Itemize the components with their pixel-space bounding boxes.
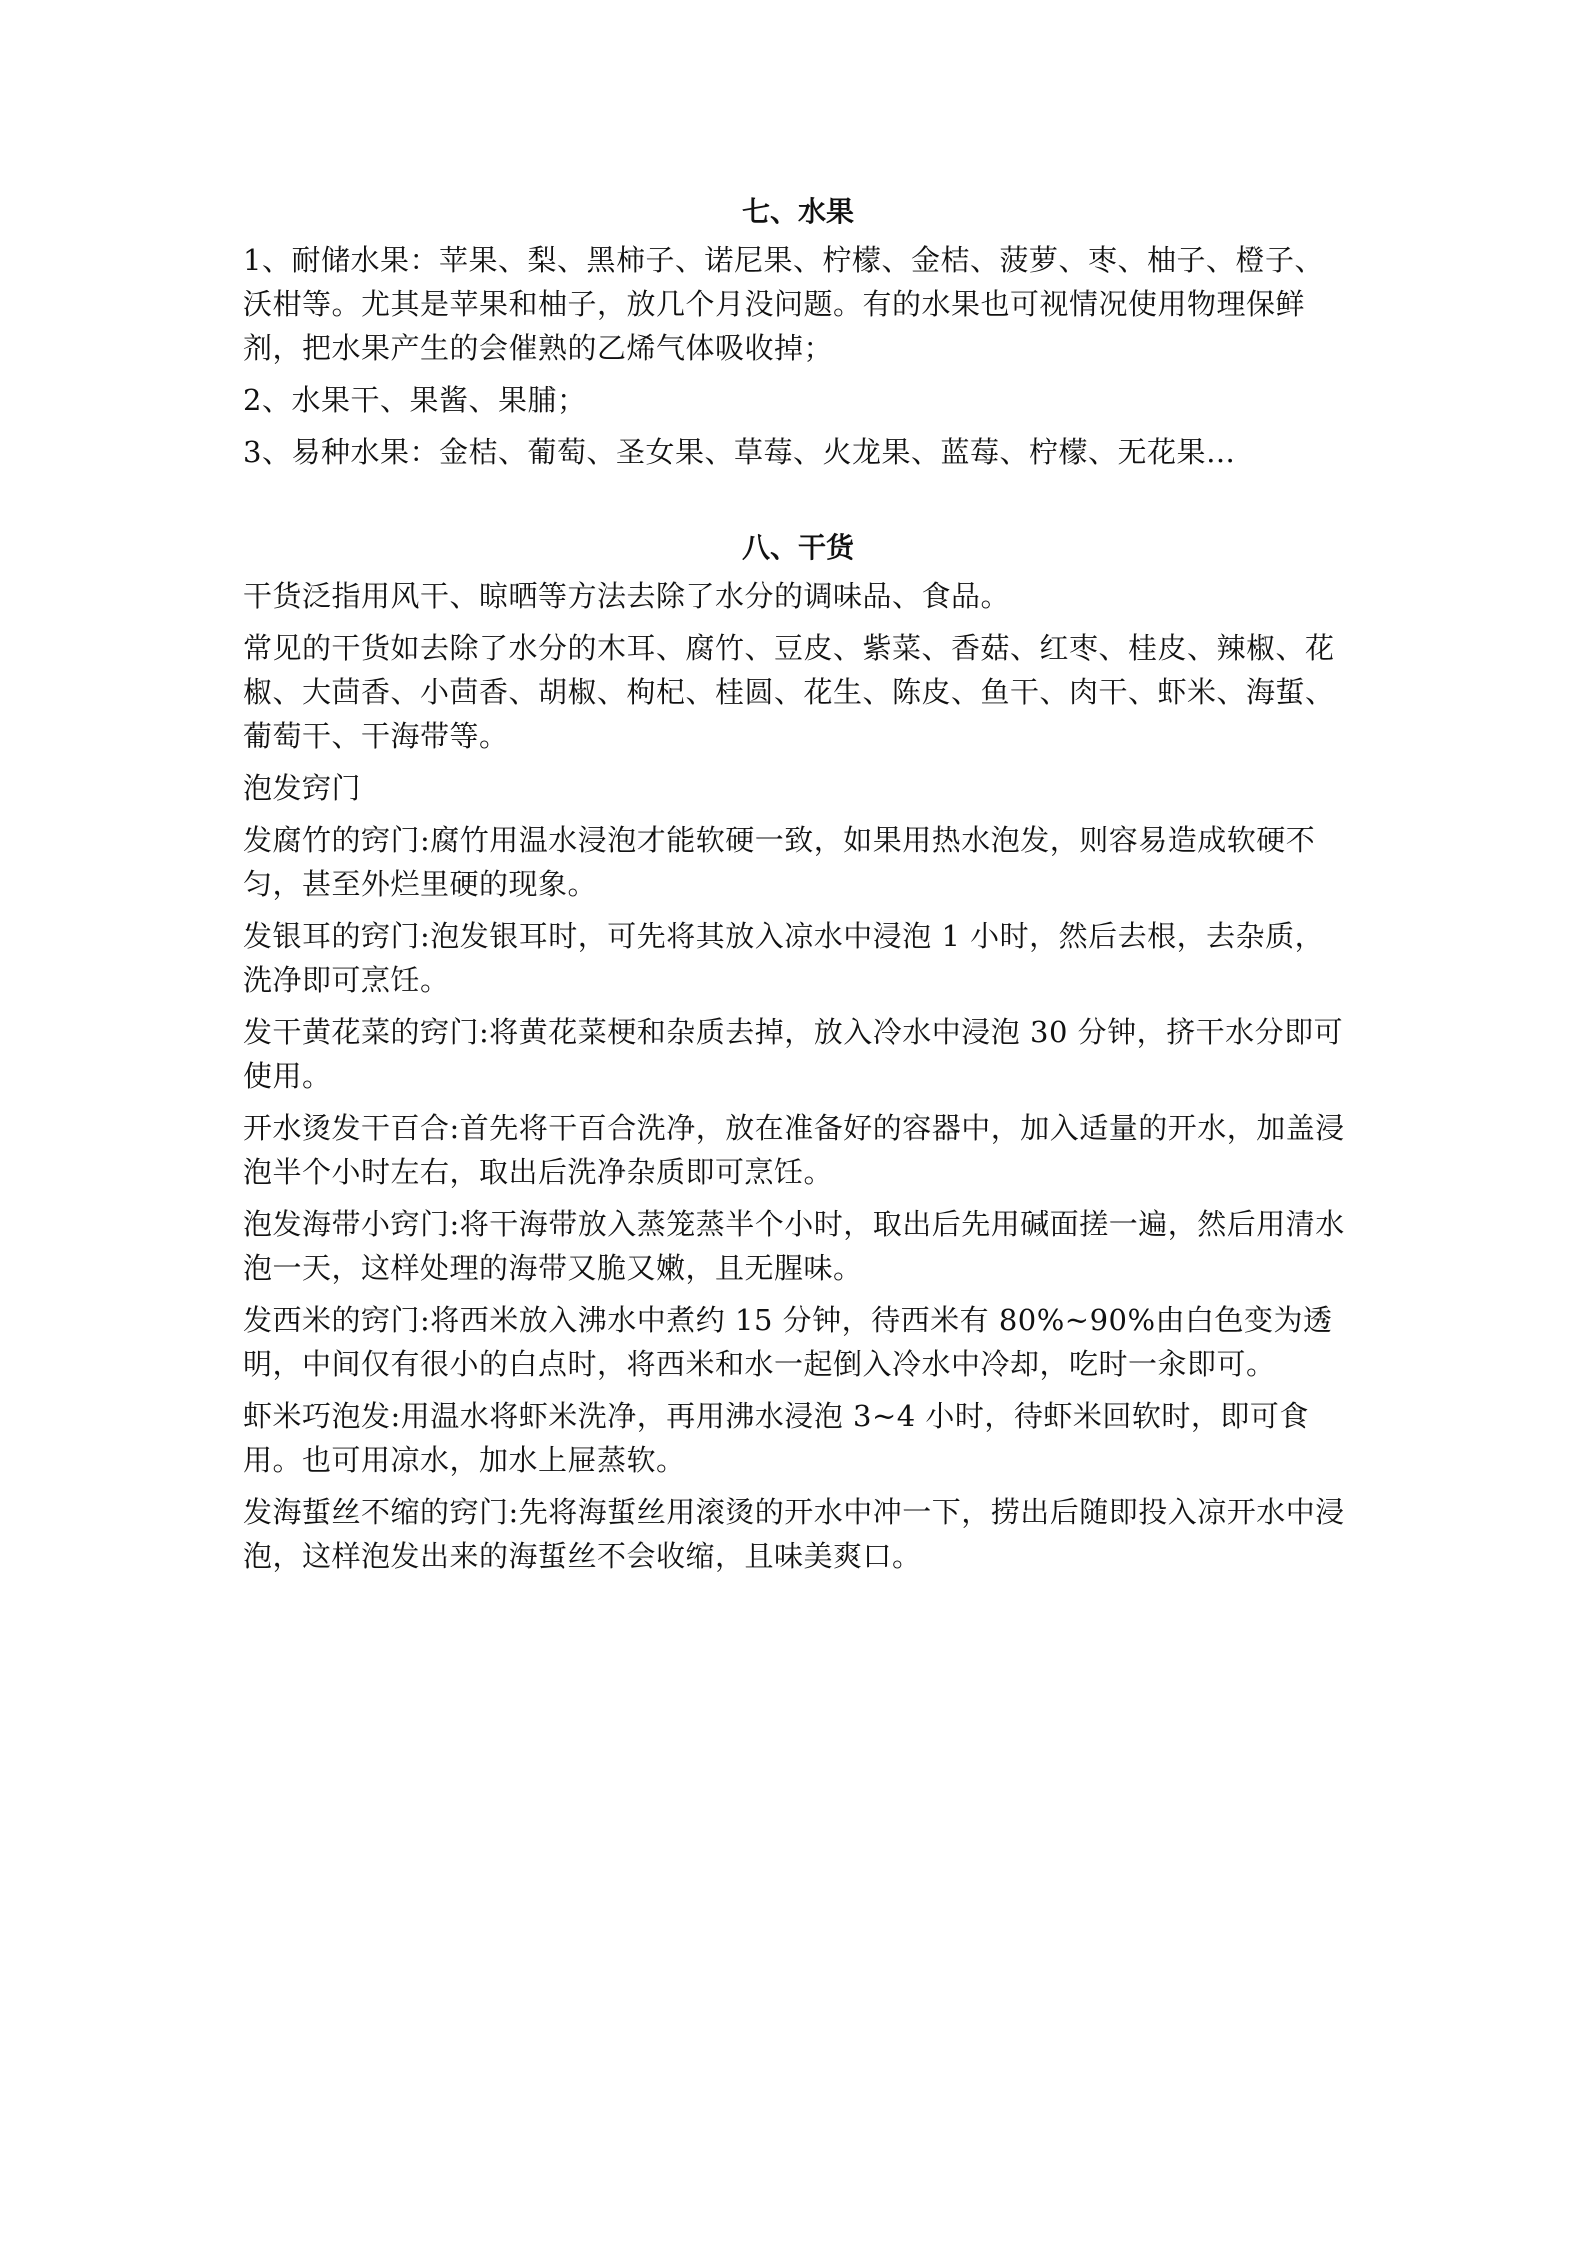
section-dry-goods: [243, 526, 1353, 1578]
subheading-tips: 泡发窍门: [243, 771, 362, 805]
paragraph: 发干黄花菜的窍门:将黄花菜梗和杂质去掉，放入冷水中浸泡 30 分钟，挤干水分即可使用。: [243, 1015, 1344, 1093]
document-body: [243, 190, 1353, 1586]
paragraph: 3、易种水果：金桔、葡萄、圣女果、草莓、火龙果、蓝莓、柠檬、无花果…: [243, 435, 1236, 469]
paragraph: 1、耐储水果：苹果、梨、黑柿子、诺尼果、柠檬、金桔、菠萝、枣、柚子、橙子、沃柑等。尤其是苹果和柚子，放几个月没问题。有的水果也可视情况使用物理保鲜剂，把水果产生的会催熟的乙烯气体吸收掉；: [243, 243, 1324, 365]
paragraph: 发腐竹的窍门:腐竹用温水浸泡才能软硬一致，如果用热水泡发，则容易造成软硬不匀，甚至外烂里硬的现象。: [243, 823, 1316, 901]
section-heading: 八、干货: [741, 531, 854, 564]
paragraph: 发西米的窍门:将西米放入沸水中煮约 15 分钟，待西米有 80%~90%由白色变为透明，中间仅有很小的白点时，将西米和水一起倒入冷水中冷却，吃时一汆即可。: [243, 1303, 1333, 1381]
paragraph: 发海蜇丝不缩的窍门:先将海蜇丝用滚烫的开水中冲一下，捞出后随即投入凉开水中浸泡，这样泡发出来的海蜇丝不会收缩，且味美爽口。: [243, 1495, 1345, 1573]
section-fruit: [243, 190, 1353, 474]
paragraph: 开水烫发干百合:首先将干百合洗净，放在准备好的容器中，加入适量的开水，加盖浸泡半个小时左右，取出后洗净杂质即可烹饪。: [243, 1111, 1345, 1189]
paragraph: 常见的干货如去除了水分的木耳、腐竹、豆皮、紫菜、香菇、红枣、桂皮、辣椒、花椒、大茴香、小茴香、胡椒、枸杞、桂圆、花生、陈皮、鱼干、肉干、虾米、海蜇、葡萄干、干海带等。: [243, 631, 1335, 753]
paragraph: 发银耳的窍门:泡发银耳时，可先将其放入凉水中浸泡 1 小时，然后去根，去杂质，洗净即可烹饪。: [243, 919, 1325, 997]
paragraph: 2、水果干、果酱、果脯；: [243, 383, 587, 417]
paragraph: 泡发海带小窍门:将干海带放入蒸笼蒸半个小时，取出后先用碱面搓一遍，然后用清水泡一天，这样处理的海带又脆又嫩，且无腥味。: [243, 1207, 1345, 1285]
paragraph: 虾米巧泡发:用温水将虾米洗净，再用沸水浸泡 3~4 小时，待虾米回软时，即可食用。也可用凉水，加水上屉蒸软。: [243, 1399, 1309, 1477]
section-spacer: [243, 482, 1353, 526]
paragraph: 干货泛指用风干、晾晒等方法去除了水分的调味品、食品。: [243, 579, 1011, 613]
section-heading: 七、水果: [741, 195, 854, 228]
